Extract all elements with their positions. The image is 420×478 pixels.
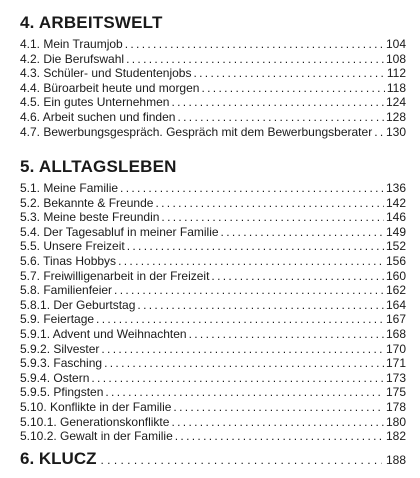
toc-entry[interactable] (20, 429, 406, 444)
entry-title: 5.8. Familienfeier (20, 283, 113, 298)
dot-leader (127, 239, 384, 254)
toc-entry[interactable] (20, 298, 406, 313)
toc-entry[interactable] (20, 37, 406, 52)
dot-leader (101, 342, 384, 357)
entry-title: 4.4. Büroarbeit heute und morgen (20, 80, 200, 95)
toc-entry[interactable] (20, 196, 406, 211)
entry-title: 5.5. Unsere Freizeit (20, 239, 125, 254)
toc-entry[interactable] (20, 327, 406, 342)
entry-page: 130 (385, 124, 406, 139)
entry-page: 104 (385, 37, 406, 51)
entry-title: 4.2. Die Berufswahl (20, 51, 125, 66)
dot-leader (120, 181, 384, 196)
dot-leader (114, 283, 384, 298)
dot-leader (175, 429, 384, 444)
entry-title: 5.10.1. Generationskonflikte (20, 414, 170, 429)
dot-leader (155, 196, 384, 211)
toc-entry[interactable] (20, 269, 406, 284)
entry-page: 108 (385, 51, 406, 66)
toc-section-arbeitswelt (20, 12, 406, 139)
dot-leader (105, 385, 384, 400)
entry-title: 5.2. Bekannte & Freunde (20, 195, 154, 210)
entry-title: 4.5. Ein gutes Unternehmen (20, 95, 170, 110)
entry-page: 118 (386, 80, 406, 95)
entry-title: 5.10.2. Gewalt in der Familie (20, 429, 173, 444)
toc-entry[interactable] (20, 342, 406, 357)
toc-entry[interactable] (20, 125, 406, 140)
dot-leader (171, 95, 384, 110)
entry-page: 164 (385, 297, 406, 312)
entry-title: 5.9. Feiertage (20, 312, 95, 327)
toc-entry[interactable] (20, 225, 406, 240)
entry-title: 5.9.1. Advent und Weihnachten (20, 326, 187, 341)
toc-entry[interactable] (20, 254, 406, 269)
entry-title: 5.1. Meine Familie (20, 181, 119, 195)
dot-leader (171, 415, 384, 430)
entry-title: 4.3. Schüler- und Studentenjobs (20, 66, 192, 81)
entry-page: 146 (385, 210, 406, 225)
entry-title: 4.1. Mein Traumjob (20, 37, 123, 51)
toc-entry[interactable] (20, 81, 406, 96)
toc-entry[interactable] (20, 356, 406, 371)
dot-leader (221, 225, 384, 240)
entry-page: 168 (385, 326, 406, 341)
dot-leader (126, 52, 384, 67)
dot-leader (193, 66, 384, 81)
toc-entry[interactable] (20, 181, 406, 196)
dot-leader (374, 125, 384, 140)
dot-leader (104, 356, 384, 371)
entry-page: 182 (385, 429, 406, 444)
entry-title: 5.9.3. Fasching (20, 356, 103, 371)
dot-leader (91, 371, 384, 386)
toc-entry[interactable] (20, 371, 406, 386)
toc-entry[interactable] (20, 239, 406, 254)
entry-title: 5.9.2. Silvester (20, 341, 100, 356)
dot-leader (201, 81, 384, 96)
entry-title: 5.7. Freiwilligenarbeit in der Freizeit (20, 268, 210, 283)
dot-leader (177, 110, 384, 125)
entry-page: 136 (385, 181, 406, 195)
entry-page: 160 (385, 268, 406, 283)
entry-page: 180 (385, 414, 406, 429)
entry-page: 162 (385, 283, 406, 298)
dot-leader (125, 37, 384, 52)
entry-title: 5.4. Der Tagesabluf in meiner Familie (20, 224, 219, 239)
toc-entry[interactable] (20, 210, 406, 225)
entry-page: 142 (385, 195, 406, 210)
entry-title: 5.6. Tinas Hobbys (20, 253, 117, 268)
toc-entry[interactable] (20, 110, 406, 125)
entry-title: 4.7. Bewerbungsgespräch. Gespräch mit dem Bewerbungsberater (20, 124, 373, 139)
toc-entry[interactable] (20, 52, 406, 67)
dot-leader (101, 449, 382, 471)
dot-leader (96, 312, 384, 327)
section-heading: 4. ARBEITSWELT (20, 13, 163, 32)
entry-page: 152 (385, 239, 406, 254)
dot-leader (189, 327, 384, 342)
entry-page: 128 (385, 109, 406, 124)
entry-page: 156 (385, 253, 406, 268)
entry-page: 175 (385, 385, 406, 400)
toc-entry[interactable] (20, 283, 406, 298)
entry-title: 5.9.5. Pfingsten (20, 385, 104, 400)
toc-list (20, 37, 406, 139)
entry-page: 112 (386, 66, 406, 81)
entry-page: 171 (385, 356, 406, 371)
toc-entry[interactable] (20, 385, 406, 400)
entry-page: 178 (385, 399, 406, 414)
dot-leader (137, 298, 384, 313)
entry-page: 149 (385, 224, 406, 239)
toc-entry-klucz[interactable] (20, 448, 406, 470)
toc-entry[interactable] (20, 95, 406, 110)
dot-leader (211, 269, 384, 284)
toc-section-klucz (20, 448, 406, 470)
toc-list (20, 181, 406, 444)
entry-title: 5.8.1. Der Geburtstag (20, 297, 136, 312)
dot-leader (118, 254, 384, 269)
entry-title: 5.9.4. Ostern (20, 370, 90, 385)
entry-page: 188 (385, 453, 406, 467)
entry-title: 5.10. Konflikte in der Familie (20, 399, 172, 414)
entry-page: 170 (385, 341, 406, 356)
toc-entry[interactable] (20, 400, 406, 415)
toc-entry[interactable] (20, 312, 406, 327)
section-heading: 6. KLUCZ (20, 449, 97, 468)
dot-leader (161, 210, 384, 225)
dot-leader (173, 400, 384, 415)
toc-section-alltagsleben (20, 156, 406, 444)
entry-title: 4.6. Arbeit suchen und finden (20, 109, 176, 124)
entry-title: 5.3. Meine beste Freundin (20, 210, 160, 225)
toc-entry[interactable] (20, 66, 406, 81)
section-heading: 5. ALLTAGSLEBEN (20, 157, 177, 176)
entry-page: 173 (385, 370, 406, 385)
entry-page: 167 (385, 312, 406, 327)
toc-entry[interactable] (20, 415, 406, 430)
entry-page: 124 (385, 95, 406, 110)
